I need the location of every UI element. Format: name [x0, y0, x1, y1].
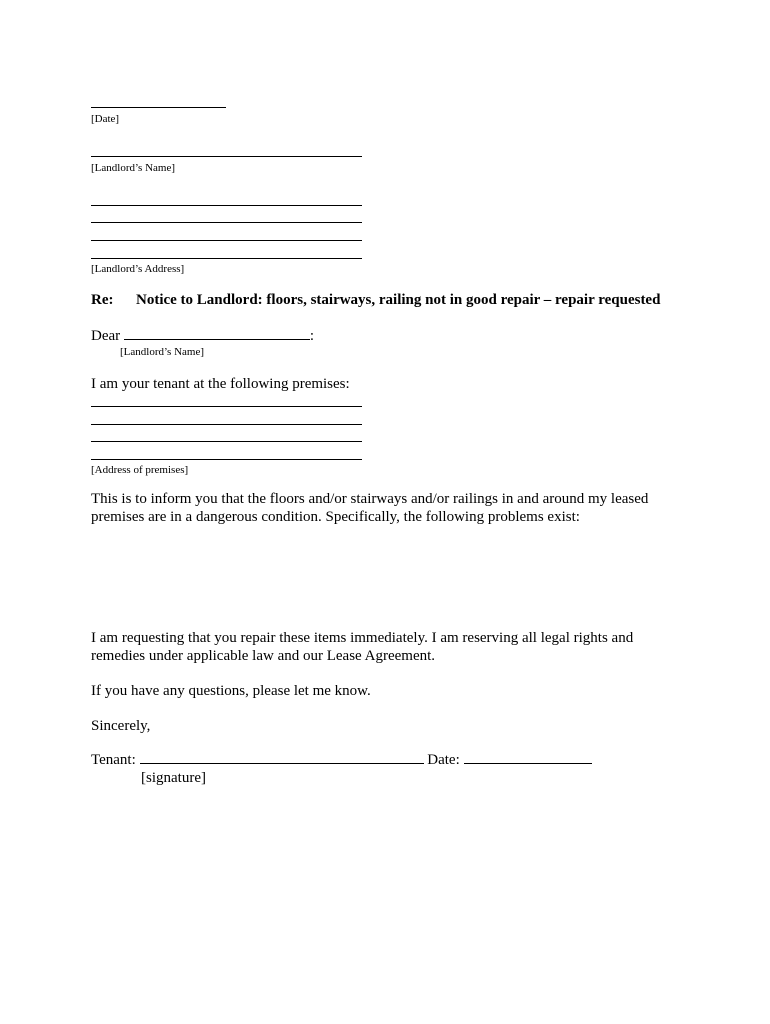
- salutation: [91, 327, 314, 345]
- premises-line-2[interactable]: [91, 424, 362, 425]
- signature-row: [91, 751, 592, 769]
- premises-line-3[interactable]: [91, 441, 362, 442]
- inform-paragraph-line-1: This is to inform you that the floors and/or stairways and/or railings in and around my leased: [91, 491, 649, 507]
- inform-paragraph-line-2: premises are in a dangerous condition. Specifically, the following problems exist:: [91, 509, 580, 525]
- landlord-address-line-1[interactable]: [91, 205, 362, 206]
- tenant-label: Tenant:: [91, 752, 136, 768]
- premises-line-4[interactable]: [91, 459, 362, 460]
- questions-paragraph: If you have any questions, please let me know.: [91, 683, 371, 699]
- salutation-caption: [Landlord’s Name]: [120, 346, 204, 358]
- closing: Sincerely,: [91, 718, 151, 734]
- premises-line-1[interactable]: [91, 406, 362, 407]
- landlord-address-line-4[interactable]: [91, 258, 362, 259]
- signature-date-line[interactable]: [464, 751, 592, 764]
- tenant-signature-line[interactable]: [140, 751, 424, 764]
- subject-prefix: Re:: [91, 292, 114, 308]
- landlord-address-caption: [Landlord’s Address]: [91, 263, 185, 275]
- signature-caption: [signature]: [141, 770, 206, 786]
- landlord-address-line-2[interactable]: [91, 222, 362, 223]
- date-label: Date:: [427, 752, 460, 768]
- landlord-name-caption: [Landlord’s Name]: [91, 162, 175, 174]
- salutation-name-line[interactable]: [124, 327, 310, 340]
- salutation-word: Dear: [91, 328, 121, 344]
- landlord-address-line-3[interactable]: [91, 240, 362, 241]
- salutation-colon: :: [309, 328, 315, 344]
- request-paragraph-line-2: remedies under applicable law and our Lease Agreement.: [91, 648, 436, 664]
- premises-intro: I am your tenant at the following premises:: [91, 376, 350, 392]
- subject-title: Notice to Landlord: floors, stairways, railing not in good repair – repair requested: [136, 292, 661, 308]
- premises-caption: [Address of premises]: [91, 464, 189, 476]
- request-paragraph-line-1: I am requesting that you repair these items immediately. I am reserving all legal rights and: [91, 630, 634, 646]
- date-line[interactable]: [91, 107, 226, 108]
- date-caption: [Date]: [91, 113, 120, 125]
- landlord-name-line[interactable]: [91, 156, 362, 157]
